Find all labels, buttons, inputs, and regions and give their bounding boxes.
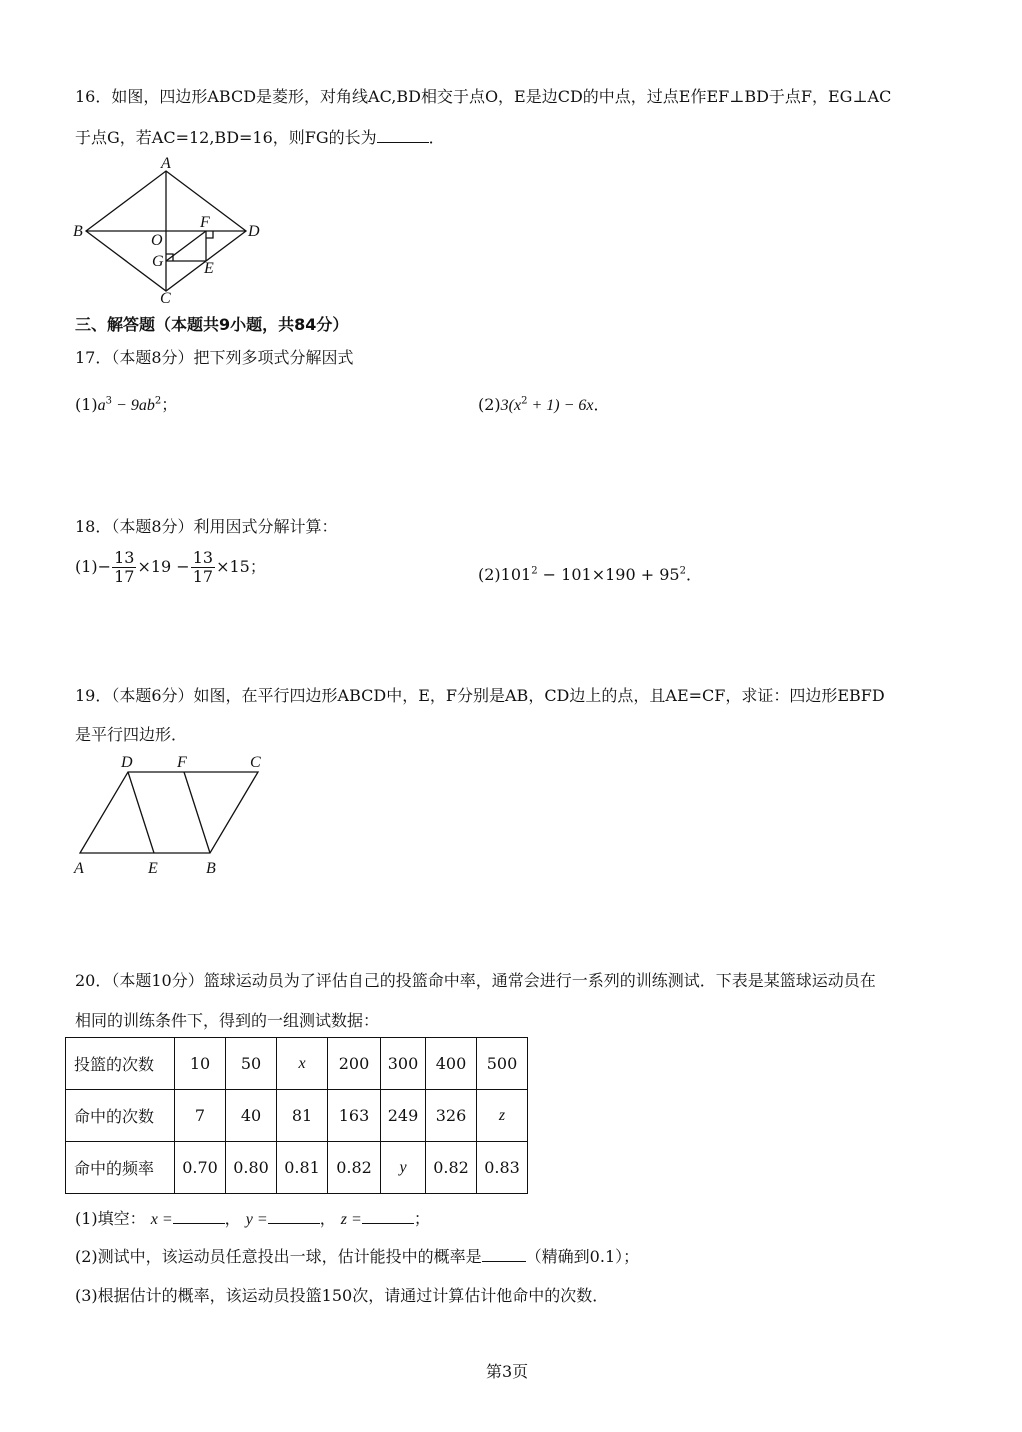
q18-part2-b: − 101×190 + 95 <box>537 565 680 584</box>
row-header: 投篮的次数 <box>66 1038 175 1090</box>
q20-sub1-label: (1)填空： <box>75 1209 146 1228</box>
answer-blank-x <box>173 1209 225 1224</box>
q20-sub2 <box>75 1244 639 1267</box>
q18-part1-mid: ×19 − <box>137 557 190 576</box>
q20-sub1 <box>75 1206 430 1229</box>
table-cell: 10 <box>175 1038 226 1090</box>
table-cell: 81 <box>277 1090 328 1142</box>
label-e: E <box>148 860 158 877</box>
q16-line2 <box>75 125 445 148</box>
q20-line1: 20．（本题10分）篮球运动员为了评估自己的投篮命中率，通常会进行一系列的训练测试．下表是某篮球运动员在 <box>75 971 876 990</box>
table-cell: x <box>277 1038 328 1090</box>
q20-sub1-end: ； <box>413 1209 430 1228</box>
q20-sub3: (3)根据估计的概率，该运动员投篮150次，请通过计算估计他命中的次数． <box>75 1286 609 1305</box>
q18-part2-exp1: 2 <box>531 565 538 577</box>
label-b: B <box>73 223 83 240</box>
section-heading: 三、解答题（本题共9小题，共84分） <box>75 315 349 334</box>
q18-part1 <box>75 549 266 586</box>
table-cell: z <box>477 1090 528 1142</box>
q16-line2-end: ． <box>428 128 445 147</box>
q17-title: 17．（本题8分）把下列多项式分解因式 <box>75 348 354 367</box>
table-cell: 0.80 <box>226 1142 277 1194</box>
q17-part1-label: (1) <box>75 395 98 414</box>
label-a: A <box>74 860 84 877</box>
table-cell: 0.81 <box>277 1142 328 1194</box>
table-cell: 0.83 <box>477 1142 528 1194</box>
separator: ， <box>224 1209 241 1228</box>
right-angle-mark-f <box>206 231 213 238</box>
q19-line1: 19．（本题6分）如图，在平行四边形ABCD中，E，F分别是AB，CD边上的点，且AE=CF，求证：四边形EBFD <box>75 686 885 705</box>
label-a: A <box>161 155 171 172</box>
label-c: C <box>250 754 261 771</box>
table-cell: 400 <box>426 1038 477 1090</box>
label-o: O <box>151 232 163 249</box>
fraction <box>112 549 136 586</box>
q18-part2-label: (2) <box>478 565 501 584</box>
table-row <box>66 1038 528 1090</box>
answer-blank-y <box>268 1209 320 1224</box>
table-cell: 50 <box>226 1038 277 1090</box>
segment-fb <box>184 772 210 853</box>
table-cell: 249 <box>381 1090 426 1142</box>
table-cell: 200 <box>328 1038 381 1090</box>
q18-part2-a: 101 <box>500 565 532 584</box>
q20-sub1-y: y = <box>245 1211 268 1228</box>
q17-part1 <box>75 392 177 415</box>
q20-sub2-end: （精确到0.1）； <box>525 1247 640 1266</box>
label-f: F <box>200 214 210 231</box>
fraction <box>191 549 215 586</box>
table-cell: 40 <box>226 1090 277 1142</box>
q18-part1-end: ×15； <box>216 557 266 576</box>
label-g: G <box>152 253 164 270</box>
page-number: 第3页 <box>486 1362 529 1381</box>
q17-part2-a: 3(x <box>500 397 522 414</box>
parallelogram-outline <box>80 772 258 853</box>
q19-line2: 是平行四边形． <box>75 725 188 744</box>
q16-line1: 16．如图，四边形ABCD是菱形，对角线AC,BD相交于点O，E是边CD的中点，过点E作EF⊥BD于点F，EG⊥AC <box>75 87 892 106</box>
q17-part2-end: ． <box>593 395 610 414</box>
q17-part1-var: a <box>97 397 106 414</box>
data-table-wrapper <box>65 1037 528 1194</box>
label-f: F <box>177 754 187 771</box>
table-cell: 500 <box>477 1038 528 1090</box>
label-e: E <box>204 260 214 277</box>
label-b: B <box>206 860 216 877</box>
label-d: D <box>121 754 133 771</box>
data-table <box>65 1037 528 1194</box>
q18-part2-end: ． <box>685 565 702 584</box>
parallelogram-figure <box>70 748 280 880</box>
answer-blank-probability <box>482 1247 526 1262</box>
q17-part1-mid: − 9ab <box>112 397 155 414</box>
table-cell: y <box>381 1142 426 1194</box>
fraction-denominator: 17 <box>114 567 135 586</box>
q17-part1-exp1: 3 <box>105 395 113 407</box>
rhombus-figure <box>70 155 270 305</box>
table-cell: 0.82 <box>426 1142 477 1194</box>
row-header: 命中的频率 <box>66 1142 175 1194</box>
segment-fg <box>166 231 206 261</box>
label-d: D <box>248 223 260 240</box>
q20-line2: 相同的训练条件下，得到的一组测试数据： <box>75 1011 380 1030</box>
q17-part2-b: + 1) − 6x <box>527 397 594 414</box>
q17-part1-end: ； <box>161 395 178 414</box>
table-cell: 7 <box>175 1090 226 1142</box>
fraction-numerator: 13 <box>114 548 135 567</box>
q18-title: 18．（本题8分）利用因式分解计算： <box>75 517 338 536</box>
fraction-numerator: 13 <box>192 548 214 567</box>
q18-part1-label: (1)− <box>75 557 112 576</box>
answer-blank-z <box>362 1209 414 1224</box>
q20-sub1-z: z = <box>340 1211 362 1228</box>
q16-line2-text: 于点G，若AC=12,BD=16，则FG的长为 <box>75 128 377 147</box>
table-cell: 300 <box>381 1038 426 1090</box>
segment-de <box>128 772 154 853</box>
separator: ， <box>319 1209 336 1228</box>
q17-part2-label: (2) <box>478 395 501 414</box>
q17-part2 <box>478 392 610 415</box>
table-cell: 0.82 <box>328 1142 381 1194</box>
table-cell: 0.70 <box>175 1142 226 1194</box>
table-row <box>66 1090 528 1142</box>
q18-part2-exp2: 2 <box>679 565 686 577</box>
table-cell: 326 <box>426 1090 477 1142</box>
fraction-denominator: 17 <box>192 567 214 586</box>
table-row <box>66 1142 528 1194</box>
q18-part2 <box>478 562 702 585</box>
q17-part2-exp: 2 <box>521 395 528 407</box>
label-c: C <box>160 290 171 305</box>
row-header: 命中的次数 <box>66 1090 175 1142</box>
q17-part1-exp2: 2 <box>154 395 162 407</box>
q20-sub1-x: x = <box>150 1211 173 1228</box>
table-cell: 163 <box>328 1090 381 1142</box>
q20-sub2-text: (2)测试中，该运动员任意投出一球，估计能投中的概率是 <box>75 1247 482 1266</box>
answer-blank <box>377 128 429 143</box>
